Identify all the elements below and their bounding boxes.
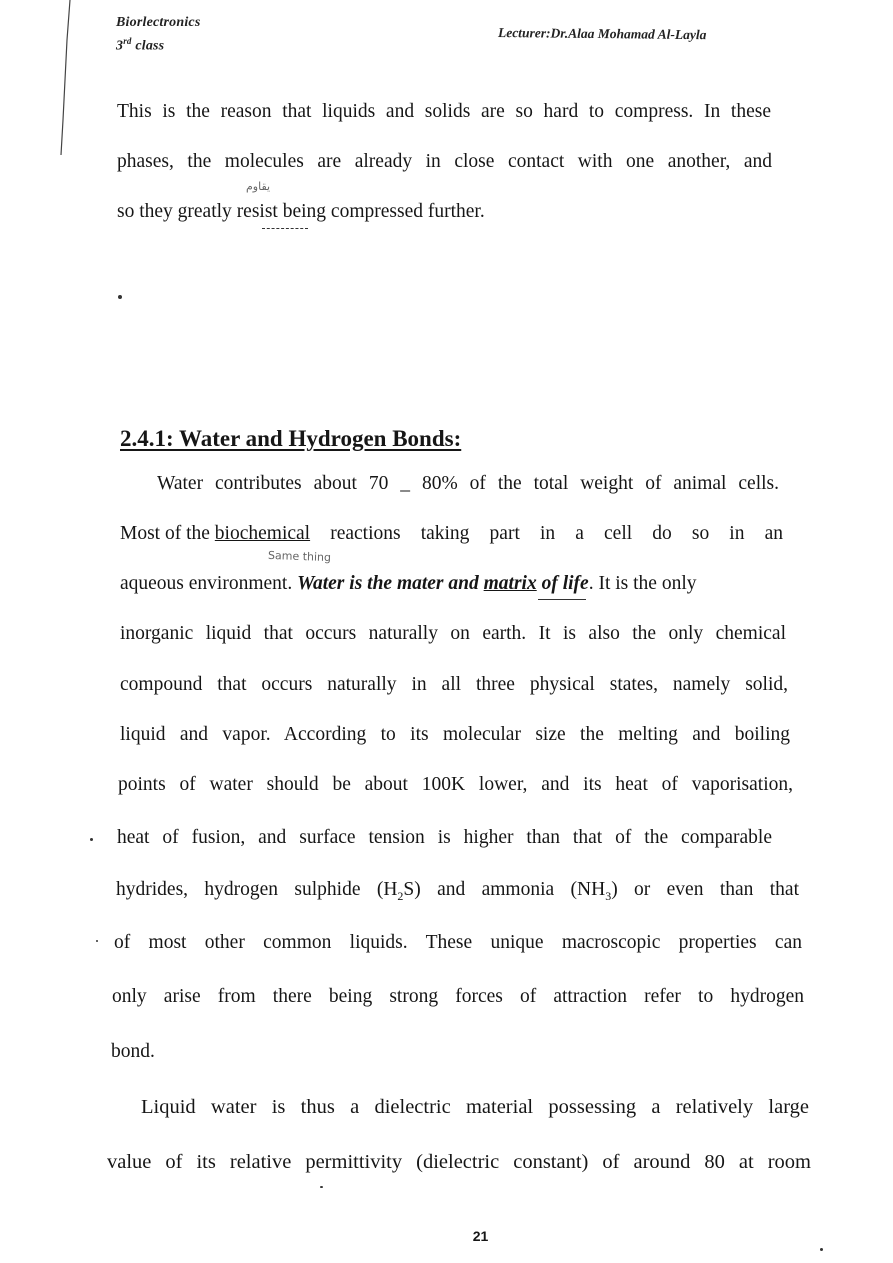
intro-line-2: phases, the molecules are already in close contact with one another, and — [117, 151, 772, 172]
page-number: 21 — [472, 1228, 489, 1244]
p1-line-10: of most other common liquids. These unique macroscopic properties can — [114, 932, 802, 953]
p1-line-3: aqueous environment. Water is the mater and matrix of life. It is the only — [120, 573, 697, 594]
p1-line-2 — [120, 522, 783, 546]
p1-line-7: points of water should be about 100K lower, and its heat of vaporisation, — [118, 774, 793, 795]
p1-line-12: bond. — [111, 1041, 155, 1062]
binding-edge-mark — [60, 0, 74, 160]
intro-line-1: This is the reason that liquids and solids are so hard to compress. In these — [117, 101, 771, 122]
section-heading: 2.4.1: Water and Hydrogen Bonds: — [120, 426, 462, 451]
scan-speck — [90, 838, 93, 841]
lecturer-name: Lecturer:Dr.Alaa Mohamad Al-Layla — [497, 25, 707, 43]
handwritten-arabic-note: يقاوم — [246, 180, 271, 193]
p1-line-5: compound that occurs naturally in all three physical states, namely solid, — [120, 674, 788, 695]
course-title: Biorlectronics — [116, 15, 201, 30]
header-course-info — [116, 14, 200, 56]
p1-line-6: liquid and vapor. According to its molecular size the melting and boiling — [120, 724, 790, 745]
p1-line-11: only arise from there being strong forces of attraction refer to hydrogen — [112, 986, 804, 1007]
p1-line-4: inorganic liquid that occurs naturally on earth. It is also the only chemical — [120, 623, 786, 644]
p1-line-8: heat of fusion, and surface tension is higher than that of the comparable — [117, 827, 772, 848]
p1-line-9: hydrides, hydrogen sulphide $(H_2S)$ and ammonia $(NH_3)$ or even than that — [116, 879, 799, 903]
scan-speck — [320, 1186, 323, 1188]
class-label: 3rd class — [116, 36, 165, 54]
pen-underline — [262, 228, 308, 229]
scan-speck — [820, 1248, 823, 1251]
annotated-word-biochemical: biochemical — [214, 523, 311, 544]
annotated-word-resist: resist — [236, 201, 278, 222]
pen-underline — [538, 599, 586, 600]
p1-line-2-end: reactions taking part in a cell do so in an — [310, 523, 783, 544]
p1-line-2-start: Most of the — [120, 523, 215, 544]
intro-line-3: so they greatly resist being compressed further. — [117, 201, 485, 222]
p2-line-1: Liquid water is thus a dielectric material possessing a relatively large — [141, 1096, 809, 1118]
emphasis-water-matrix-of-life: Water is the mater and matrix of life — [297, 573, 589, 594]
handwritten-note-same-thing: Same thing — [267, 548, 332, 565]
scan-speck — [118, 295, 122, 299]
p2-line-2: value of its relative permittivity (dielectric constant) of around 80 at room — [107, 1151, 811, 1173]
scan-speck — [96, 940, 98, 942]
p1-line-1: Water contributes about 70 _ 80% of the total weight of animal cells. — [157, 473, 779, 494]
underlined-word-matrix: matrix — [483, 573, 537, 594]
